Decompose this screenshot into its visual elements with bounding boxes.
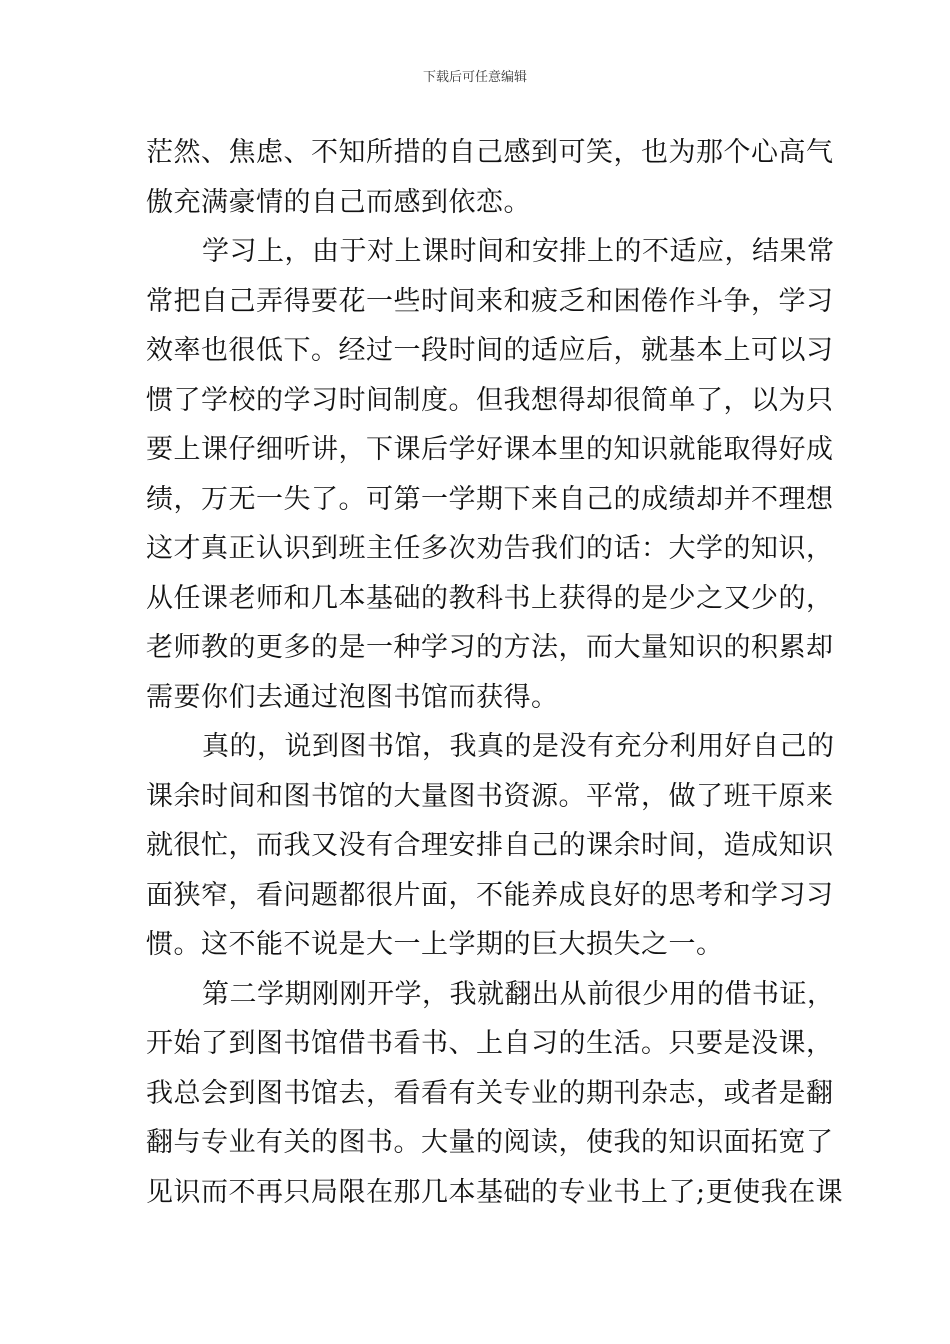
text-line: 傲充满豪情的自己而感到依恋。 [146, 186, 531, 218]
paragraph-2 [146, 227, 835, 722]
document-body [146, 128, 844, 1217]
text-line: 惯。这不能不说是大一上学期的巨大损失之一。 [146, 929, 724, 960]
text-line: 老师教的更多的是一种学习的方法，而大量知识的积累却 [146, 632, 834, 663]
text-line: 需要你们去通过泡图书馆而获得。 [146, 681, 559, 713]
text-line: 我总会到图书馆去，看看有关专业的期刊杂志，或者是翻 [146, 1077, 834, 1109]
paragraph-3 [146, 722, 835, 970]
text-line: 惯了学校的学习时间制度。但我想得却很简单了，以为只 [146, 384, 834, 416]
text-line: 就很忙，而我又没有合理安排自己的课余时间，造成知识 [146, 830, 834, 861]
text-line: 学习上，由于对上课时间和安排上的不适应，结果常 [202, 236, 835, 267]
text-line: 课余时间和图书馆的大量图书资源。平常，做了班干原来 [146, 780, 834, 812]
page-header: 下载后可任意编辑 [422, 70, 527, 85]
text-line: 茫然、焦虑、不知所措的自己感到可笑，也为那个心高气 [146, 137, 834, 168]
text-line: 第二学期刚刚开学，我就翻出从前很少用的借书证， [202, 978, 835, 1010]
text-line: 绩，万无一失了。可第一学期下来自己的成绩却并不理想 [146, 483, 834, 515]
text-line: 开始了到图书馆借书看书、上自习的生活。只要是没课， [146, 1028, 834, 1059]
text-line: 常把自己弄得要花一些时间来和疲乏和困倦作斗争，学习 [146, 285, 834, 317]
text-line: 要上课仔细听讲，下课后学好课本里的知识就能取得好成 [146, 434, 834, 465]
text-line: 效率也很低下。经过一段时间的适应后，就基本上可以习 [146, 335, 834, 366]
paragraph-4 [146, 970, 844, 1218]
text-line: 从任课老师和几本基础的教科书上获得的是少之又少的， [146, 582, 834, 614]
text-line: 真的，说到图书馆，我真的是没有充分利用好自己的 [202, 731, 835, 762]
paragraph-1 [146, 128, 834, 227]
text-line: 翻与专业有关的图书。大量的阅读，使我的知识面拓宽了 [146, 1127, 834, 1158]
text-line: 这才真正认识到班主任多次劝告我们的话：大学的知识， [146, 533, 834, 564]
text-line: 面狭窄，看问题都很片面，不能养成良好的思考和学习习 [146, 879, 834, 911]
text-line: 见识而不再只局限在那几本基础的专业书上了;更使我在课 [146, 1176, 844, 1208]
